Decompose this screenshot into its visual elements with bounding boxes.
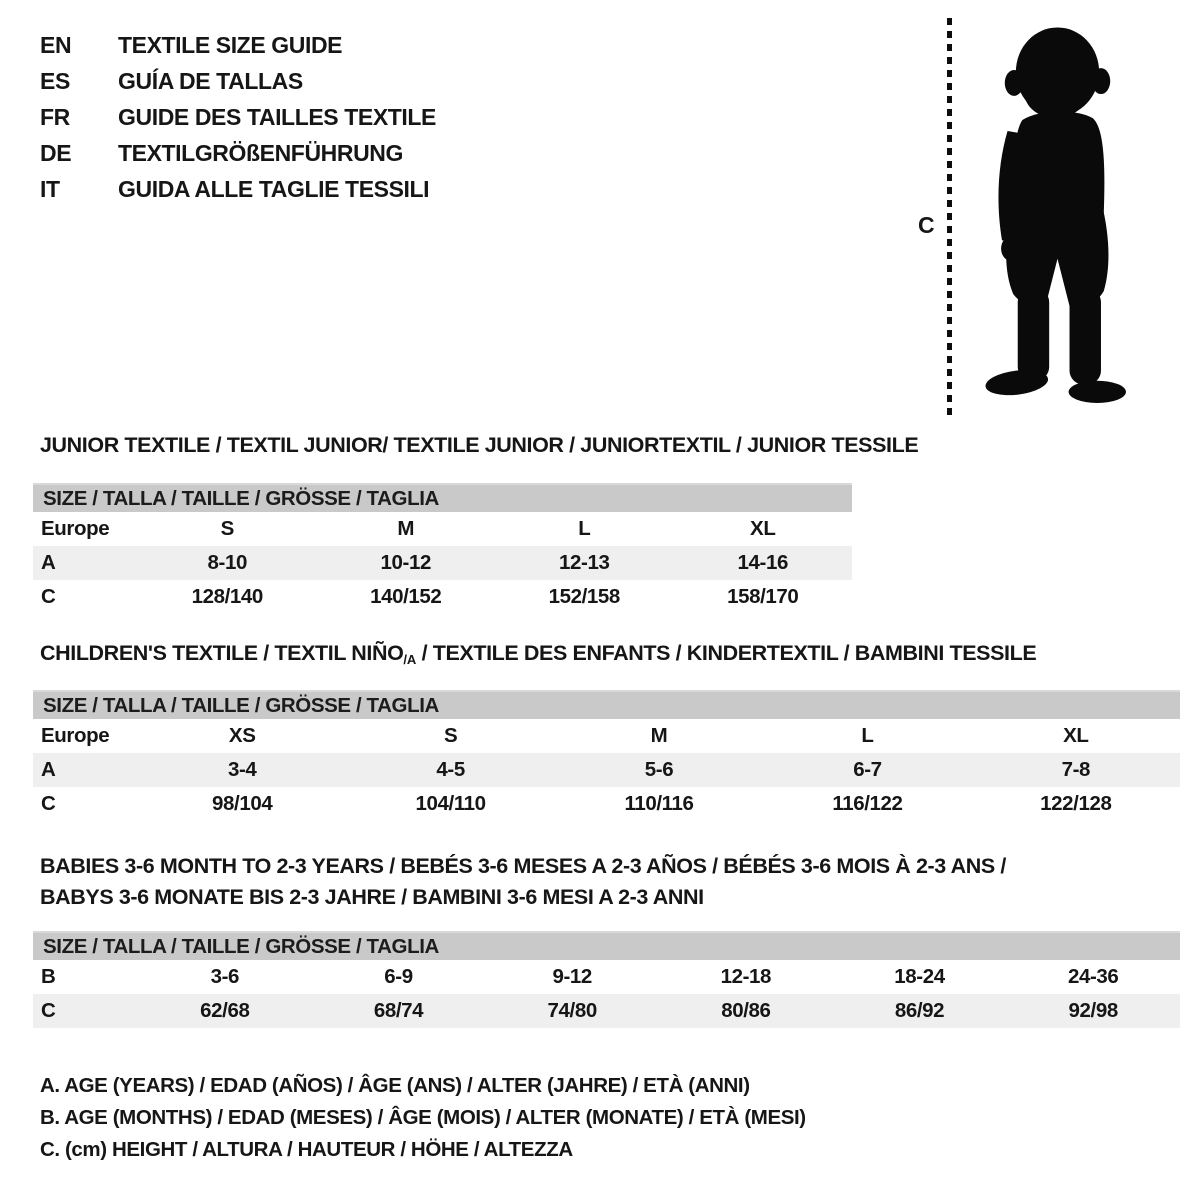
months-cell: 9-12 [552, 965, 592, 988]
babies-section-heading [40, 851, 1006, 913]
language-label: GUIDE DES TAILLES TEXTILE [118, 103, 436, 130]
legend-line-a: A. AGE (YEARS) / EDAD (AÑOS) / ÂGE (ANS) / ALTER (JAHRE) / ETÀ (ANNI) [40, 1074, 750, 1097]
size-cell: M [650, 724, 668, 747]
language-row-en [40, 27, 436, 63]
babies-row-months [33, 960, 1180, 994]
height-measure-line [947, 18, 952, 415]
months-cell: 18-24 [894, 965, 945, 988]
language-label: GUIDA ALLE TAGLIE TESSILI [118, 175, 430, 202]
height-cell: 92/98 [1068, 999, 1118, 1022]
row-label: C [41, 585, 56, 608]
babies-size-table-header: SIZE / TALLA / TAILLE / GRÖSSE / TAGLIA [33, 931, 1180, 960]
language-label: TEXTILGRÖßENFÜHRUNG [118, 139, 403, 166]
language-label: GUÍA DE TALLAS [118, 67, 303, 94]
row-label: B [41, 965, 56, 988]
row-label: C [41, 999, 56, 1022]
height-cell: 86/92 [894, 999, 945, 1022]
language-code: ES [40, 67, 70, 94]
height-cell: 98/104 [212, 792, 273, 815]
junior-size-table [33, 483, 852, 614]
age-cell: 4-5 [436, 758, 465, 781]
language-row-es [40, 63, 436, 99]
size-cell: XS [228, 724, 256, 747]
language-row-it [40, 171, 436, 207]
age-cell: 14-16 [737, 551, 788, 574]
babies-row-height [33, 994, 1180, 1028]
months-cell: 3-6 [210, 965, 240, 988]
size-cell: L [861, 724, 874, 747]
junior-row-age [33, 546, 852, 580]
height-cell: 116/122 [832, 792, 903, 815]
height-cell: 122/128 [1040, 792, 1112, 815]
children-heading-text: CHILDREN'S TEXTILE / TEXTIL NIÑO [40, 641, 404, 665]
age-cell: 3-4 [227, 758, 257, 781]
size-cell: S [443, 724, 458, 747]
size-cell: XL [750, 517, 776, 540]
row-label: Europe [41, 724, 110, 747]
height-cell: 128/140 [191, 585, 263, 608]
age-cell: 6-7 [853, 758, 882, 781]
height-cell: 152/158 [548, 585, 620, 608]
months-cell: 12-18 [720, 965, 772, 988]
children-size-table [33, 690, 1180, 821]
language-code: FR [40, 103, 70, 130]
age-cell: 7-8 [1061, 758, 1091, 781]
row-label: A [41, 758, 56, 781]
language-code: IT [40, 175, 60, 202]
height-cell: 62/68 [200, 999, 250, 1022]
measure-label-c: C [918, 212, 935, 238]
junior-row-europe [33, 512, 852, 546]
age-cell: 12-13 [559, 551, 610, 574]
measurement-legend [40, 1070, 806, 1166]
size-cell: M [397, 517, 415, 540]
children-row-height [33, 787, 1180, 821]
junior-section-heading: JUNIOR TEXTILE / TEXTIL JUNIOR/ TEXTILE JUNIOR / JUNIORTEXTIL / JUNIOR TESSILE [40, 433, 919, 457]
size-cell: XL [1063, 724, 1089, 747]
children-row-age [33, 753, 1180, 787]
children-section-heading [40, 641, 1036, 667]
language-list [40, 27, 436, 207]
height-cell: 110/116 [624, 792, 694, 815]
language-code: EN [40, 31, 72, 58]
height-cell: 104/110 [415, 792, 486, 815]
height-cell: 140/152 [370, 585, 442, 608]
row-label: C [41, 792, 56, 815]
children-size-table-header: SIZE / TALLA / TAILLE / GRÖSSE / TAGLIA [33, 690, 1180, 719]
months-cell: 6-9 [384, 965, 413, 988]
children-heading-text: / TEXTILE DES ENFANTS / KINDERTEXTIL / BAMBINI TESSILE [416, 641, 1037, 665]
junior-size-table-header: SIZE / TALLA / TAILLE / GRÖSSE / TAGLIA [33, 483, 852, 512]
legend-line-c: C. (cm) HEIGHT / ALTURA / HAUTEUR / HÖHE / ALTEZZA [40, 1138, 573, 1161]
legend-line-b: B. AGE (MONTHS) / EDAD (MESES) / ÂGE (MOIS) / ALTER (MONATE) / ETÀ (MESI) [40, 1106, 806, 1129]
row-label: A [41, 551, 56, 574]
row-label: Europe [41, 517, 110, 540]
size-cell: S [220, 517, 234, 540]
age-cell: 8-10 [207, 551, 247, 574]
language-code: DE [40, 139, 72, 166]
babies-heading-line2: BABYS 3-6 MONATE BIS 2-3 JAHRE / BAMBINI 3-6 MESI A 2-3 ANNI [40, 885, 704, 909]
age-cell: 10-12 [380, 551, 431, 574]
months-cell: 24-36 [1067, 965, 1119, 988]
size-cell: L [578, 517, 591, 540]
height-cell: 80/86 [721, 999, 771, 1022]
junior-row-height [33, 580, 852, 614]
language-row-fr [40, 99, 436, 135]
language-label: TEXTILE SIZE GUIDE [118, 31, 343, 58]
babies-heading-line1: BABIES 3-6 MONTH TO 2-3 YEARS / BEBÉS 3-6 MESES A 2-3 AÑOS / BÉBÉS 3-6 MOIS À 2-3 ANS / [40, 854, 1006, 878]
height-cell: 74/80 [547, 999, 597, 1022]
height-figure [890, 0, 1190, 450]
babies-size-table [33, 931, 1180, 1028]
language-row-de [40, 135, 436, 171]
toddler-silhouette-icon [965, 14, 1150, 422]
height-cell: 68/74 [373, 999, 424, 1022]
height-cell: 158/170 [727, 585, 799, 608]
age-cell: 5-6 [644, 758, 674, 781]
children-heading-subscript: /A [403, 652, 417, 667]
children-row-europe [33, 719, 1180, 753]
